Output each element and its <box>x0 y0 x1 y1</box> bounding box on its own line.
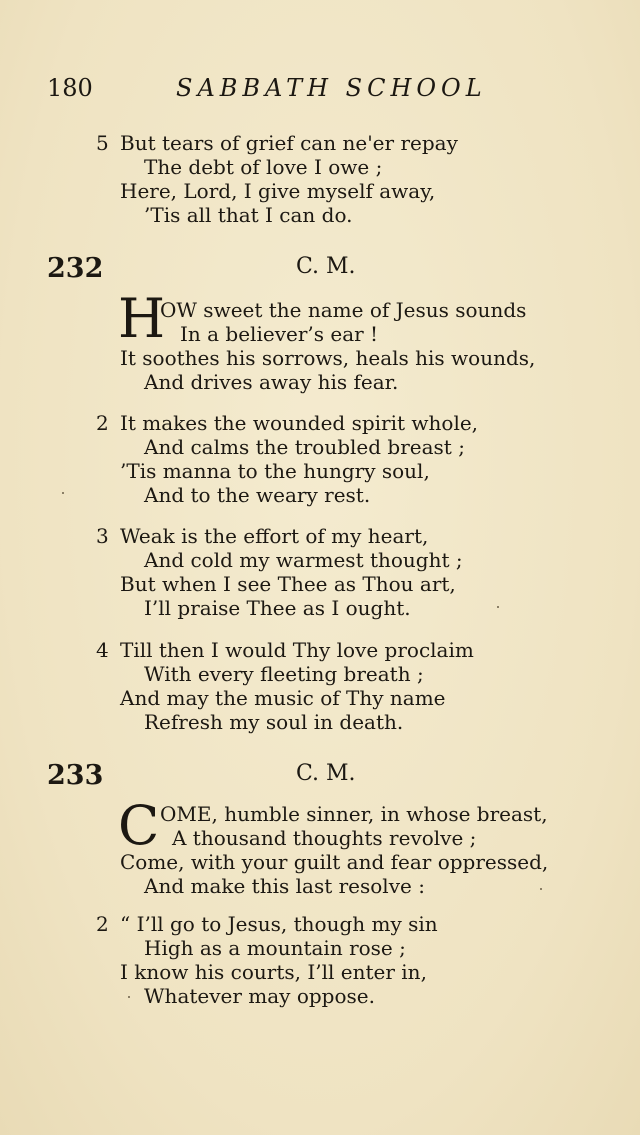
verse-number: 2 <box>96 411 109 435</box>
verse-line: It soothes his sorrows, heals his wounds, <box>120 346 536 370</box>
verse-line: And cold my warmest thought ; <box>144 548 463 572</box>
hymn-meter: C. M. <box>296 761 356 786</box>
verse-line: In a believer’s ear ! <box>180 322 379 346</box>
verse-number: 5 <box>96 131 109 155</box>
verse-line: Weak is the effort of my heart, <box>120 524 429 548</box>
verse-line: ’Tis all that I can do. <box>144 203 353 227</box>
verse-number: 4 <box>96 638 109 662</box>
verse-line: High as a mountain rose ; <box>144 936 406 960</box>
verse-line: A thousand thoughts revolve ; <box>172 826 477 850</box>
verse-line: And make this last resolve : <box>144 874 425 898</box>
verse-line: I know his courts, I’ll enter in, <box>120 960 427 984</box>
verse-line: But when I see Thee as Thou art, <box>120 572 456 596</box>
verse-line: ’Tis manna to the hungry soul, <box>120 459 430 483</box>
running-title: SABBATH SCHOOL <box>176 74 487 102</box>
verse-line: But tears of grief can ne'er repay <box>120 131 458 155</box>
paper-speck <box>128 996 130 998</box>
verse-line: Refresh my soul in death. <box>144 710 404 734</box>
hymn-meter: C. M. <box>296 254 356 279</box>
verse-line: Come, with your guilt and fear oppressed, <box>120 850 549 874</box>
verse-line: And may the music of Thy name <box>120 686 446 710</box>
drop-cap: H <box>118 287 166 350</box>
page-number: 180 <box>47 74 93 102</box>
paper-speck <box>540 888 542 890</box>
verse-line: And to the weary rest. <box>144 483 371 507</box>
verse-line: It makes the wounded spirit whole, <box>120 411 479 435</box>
verse-line: OME, humble sinner, in whose breast, <box>160 802 548 826</box>
verse-line: “ I’ll go to Jesus, though my sin <box>120 912 438 936</box>
verse-line: OW sweet the name of Jesus sounds <box>160 298 527 322</box>
verse-line: And drives away his fear. <box>144 370 399 394</box>
verse-line: With every fleeting breath ; <box>144 662 424 686</box>
verse-line: Whatever may oppose. <box>144 984 375 1008</box>
hymn-number: 232 <box>47 253 104 284</box>
verse-line: And calms the troubled breast ; <box>144 435 465 459</box>
paper-speck <box>497 606 499 608</box>
verse-line: The debt of love I owe ; <box>144 155 383 179</box>
verse-line: I’ll praise Thee as I ought. <box>144 596 411 620</box>
verse-line: Here, Lord, I give myself away, <box>120 179 436 203</box>
hymn-number: 233 <box>47 760 104 791</box>
verse-number: 2 <box>96 912 109 936</box>
drop-cap: C <box>118 794 160 857</box>
verse-line: Till then I would Thy love proclaim <box>120 638 474 662</box>
paper-speck <box>62 492 64 494</box>
verse-number: 3 <box>96 524 109 548</box>
